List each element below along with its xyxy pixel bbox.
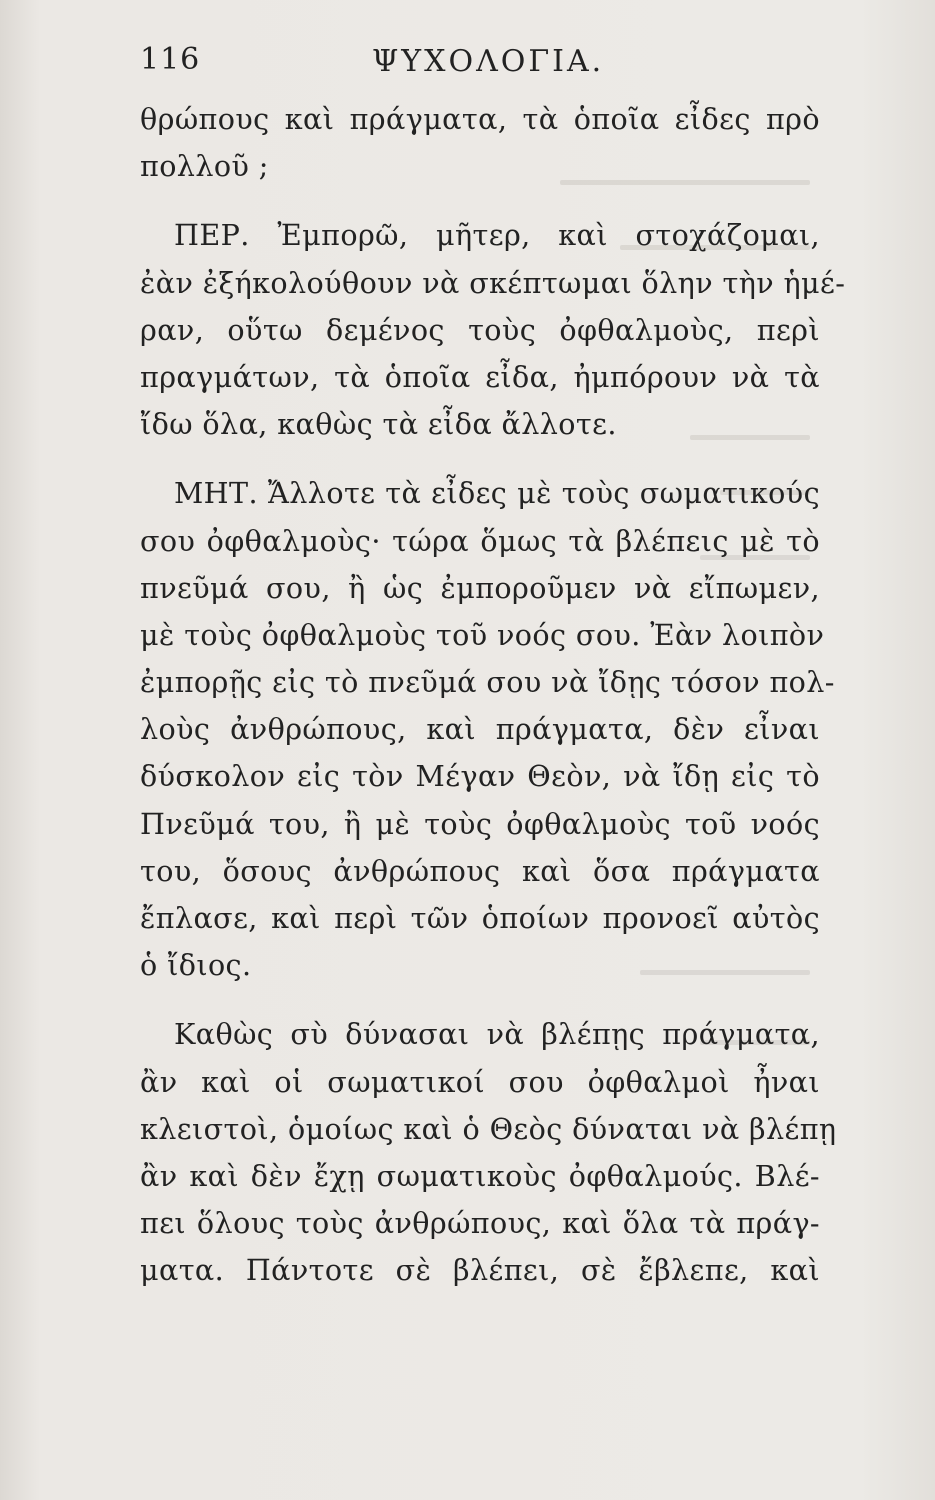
text-line: σου ὀφθαλμοὺς· τώρα ὅμως τὰ βλέπεις μὲ τὸ [140, 523, 820, 558]
page-number: 116 [140, 42, 201, 77]
text-line: πει ὅλους τοὺς ἀνθρώπους, καὶ ὅλα τὰ πράγ- [140, 1206, 820, 1241]
text-line: ραν, οὕτω δεμένος τοὺς ὀφθαλμοὺς, περὶ [140, 312, 820, 347]
text-line: μὲ τοὺς ὀφθαλμοὺς τοῦ νοός σου. Ἐὰν λοιπὸν [140, 617, 825, 652]
text-line: πραγμάτων, τὰ ὁποῖα εἶδα, ἠμπόρουν νὰ τὰ [140, 359, 820, 394]
text-line: Πνεῦμά του, ἢ μὲ τοὺς ὀφθαλμοὺς τοῦ νοός [140, 806, 820, 841]
body-text [140, 96, 846, 1295]
text-line: Καθὼς σὺ δύνασαι νὰ βλέπῃς πράγματα, [174, 1017, 820, 1052]
paragraph-gap [140, 989, 820, 1011]
text-line: ὁ ἴδιος. [140, 948, 252, 983]
text-line: πνεῦμά σου, ἢ ὡς ἐμποροῦμεν νὰ εἴπωμεν, [140, 570, 820, 605]
text-line: ἔπλασε, καὶ περὶ τῶν ὁποίων προνοεῖ αὐτὸς [140, 901, 820, 935]
running-head [140, 42, 820, 92]
text-line: δύσκολον εἰς τὸν Μέγαν Θεὸν, νὰ ἴδῃ εἰς τὸ [140, 759, 820, 794]
text-line: ἂν καὶ οἱ σωματικοί σου ὀφθαλμοὶ ἦναι [140, 1064, 820, 1099]
text-line: ΠΕΡ. Ἐμπορῶ, μῆτερ, καὶ στοχάζομαι, [174, 218, 820, 253]
text-line: ἂν καὶ δὲν ἔχῃ σωματικοὺς ὀφθαλμούς. Βλέ- [140, 1158, 820, 1193]
text-line: ἐμπορῇς εἰς τὸ πνεῦμά σου νὰ ἴδῃς τόσον πολ- [140, 665, 835, 700]
text-line: λοὺς ἀνθρώπους, καὶ πράγματα, δὲν εἶναι [140, 712, 820, 747]
text-line: του, ὅσους ἀνθρώπους καὶ ὅσα πράγματα [140, 853, 820, 888]
text-line: ἐὰν ἐξήκολούθουν νὰ σκέπτωμαι ὅλην τὴν ἡμέ- [140, 265, 846, 300]
paragraph-gap [140, 448, 820, 470]
paragraph-gap [140, 190, 820, 212]
text-line: θρώπους καὶ πράγματα, τὰ ὁποῖα εἶδες πρὸ [140, 102, 820, 136]
text-line: ματα. Πάντοτε σὲ βλέπει, σὲ ἔβλεπε, καὶ [140, 1253, 820, 1288]
text-line: πολλοῦ ; [140, 149, 269, 184]
text-line: ΜΗΤ. Ἄλλοτε τὰ εἶδες μὲ τοὺς σωματικούς [174, 476, 820, 511]
running-title: ΨΥΧΟΛΟΓΙΑ. [372, 44, 605, 79]
text-line: κλειστοὶ, ὁμοίως καὶ ὁ Θεὸς δύναται νὰ βλέπῃ [140, 1111, 837, 1146]
text-line: ἴδω ὅλα, καθὼς τὰ εἶδα ἄλλοτε. [140, 407, 617, 442]
